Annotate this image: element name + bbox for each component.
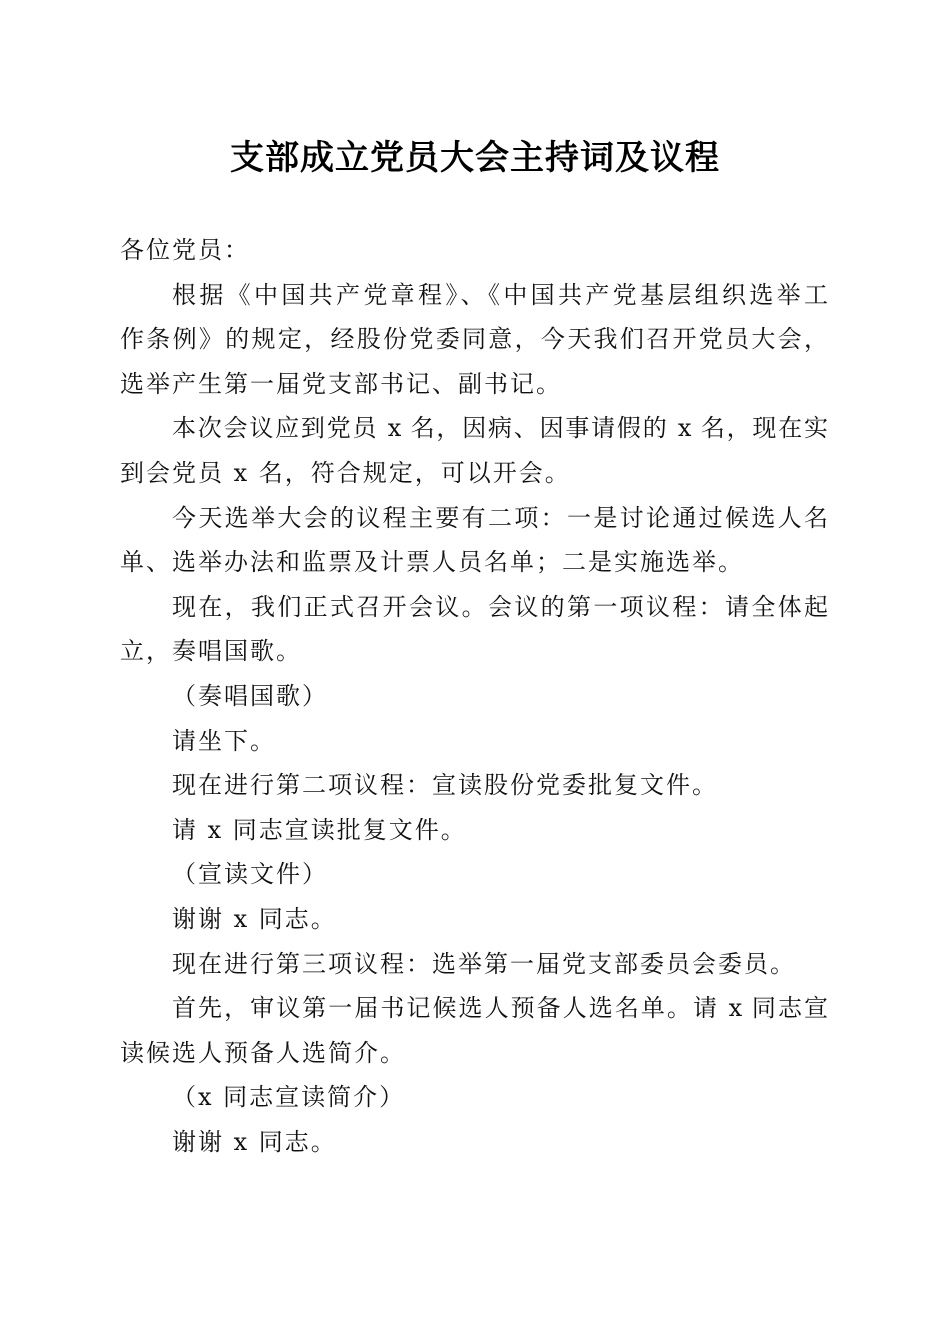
paragraph-line: 现在进行第二项议程：宣读股份党委批复文件。 — [172, 771, 718, 800]
paragraph-line: 本次会议应到党员 x 名，因病、因事请假的 x 名，现在实 — [172, 414, 828, 443]
paragraph-line: 谢谢 x 同志。 — [172, 1127, 337, 1156]
paragraph-line: 读候选人预备人选简介。 — [120, 1038, 406, 1067]
paragraph-line: 现在进行第三项议程：选举第一届党支部委员会委员。 — [172, 949, 796, 978]
paragraph-line: 今天选举大会的议程主要有二项：一是讨论通过候选人名 — [172, 503, 828, 532]
salutation-line: 各位党员： — [120, 236, 250, 264]
paragraph-line: 首先，审议第一届书记候选人预备人选名单。请 x 同志宣 — [172, 994, 828, 1023]
paragraph-line: 请坐下。 — [172, 726, 276, 755]
paragraph-line: 选举产生第一届党支部书记、副书记。 — [120, 369, 562, 398]
paragraph-line: 到会党员 x 名，符合规定，可以开会。 — [120, 458, 571, 487]
paragraph-line: 谢谢 x 同志。 — [172, 904, 337, 933]
paragraph-line: 作条例》的规定，经股份党委同意，今天我们召开党员大会， — [120, 325, 828, 354]
stage-direction: （宣读文件） — [172, 860, 328, 889]
paragraph-line: 单、选举办法和监票及计票人员名单；二是实施选举。 — [120, 548, 744, 577]
paragraph-line: 现在，我们正式召开会议。会议的第一项议程：请全体起 — [172, 592, 828, 621]
stage-direction: （x 同志宣读简介） — [172, 1083, 406, 1112]
stage-direction: （奏唱国歌） — [172, 681, 328, 710]
paragraph-line: 请 x 同志宣读批复文件。 — [172, 815, 467, 844]
document-title: 支部成立党员大会主持词及议程 — [230, 138, 720, 178]
paragraph-line: 根据《中国共产党章程》、《中国共产党基层组织选举工 — [172, 280, 828, 309]
paragraph-line: 立，奏唱国歌。 — [120, 637, 302, 666]
document-body — [120, 228, 828, 1164]
